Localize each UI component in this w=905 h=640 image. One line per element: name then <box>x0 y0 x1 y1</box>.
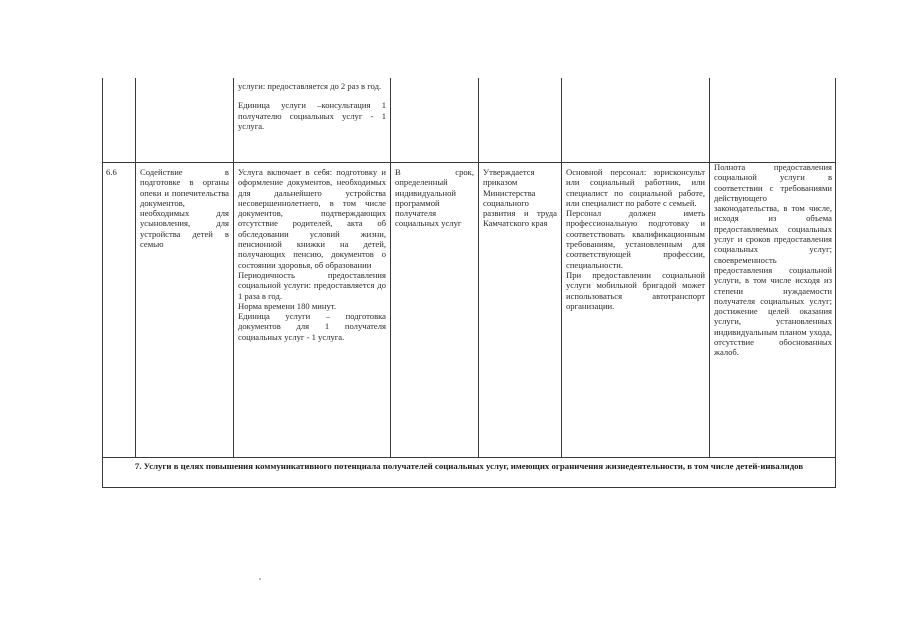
col-divider <box>561 78 562 458</box>
col-divider <box>390 78 391 458</box>
service-name: Содействие в подготовке в органы опеки и попечительства документов, необходимых для усыновления, для устройства детей в семью <box>140 167 229 250</box>
conditions-mobile-team: При предоставлении социальной услуги мобильной бригадой может использоваться автотранспорт организации. <box>566 269 705 311</box>
service-description <box>238 167 386 342</box>
conditions-staff: Основной персонал: юрисконсульт или социальный работник, или специалист по социальной работе, или специалист по работе с семьей. <box>566 167 705 208</box>
description-unit: Единица услуги – подготовка документов для 1 получателя социальных услуг - 1 услуга. <box>238 311 386 342</box>
conditions-qualification: Персонал должен иметь профессиональную подготовку и соответствовать квалификационным требованиям, установленным для соответствующей профессии, специальности. <box>566 208 705 270</box>
service-indicators: Полнота предоставления социальной услуги в соответствии с требованиями действующего законодательства, в том числе, исходя из объема предоставляемых социальных услуг и сроков предоставления социальных услуг; своевременность предоставления социальной услуги, в том числе исходя из степени нуждаемости получателя социальных услуг; достижение целей оказания услуги, установленных индивидуальным планом ухода, отсутствие обоснованных жалоб. <box>714 162 832 358</box>
description-time-norm: Норма времени 180 минут. <box>238 300 337 311</box>
col-divider <box>835 78 836 488</box>
row-number: 6.6 <box>106 167 117 177</box>
col-divider <box>709 78 710 458</box>
top-row-periodicity: услуги: предоставляется до 2 раз в год. <box>238 81 382 91</box>
col-divider <box>478 78 479 458</box>
service-conditions <box>566 167 705 311</box>
col-divider <box>102 78 103 488</box>
table-bottom-border <box>102 487 836 488</box>
service-term: В срок, определенный индивидуальной программой получателя социальных услуг <box>395 167 474 229</box>
section-7-heading: 7. Услуги в целях повышения коммуникативного потенциала получателей социальных услуг, имеющих ограничения жизнедеятельности, в том числе детей-инвалидов <box>134 461 804 471</box>
row-divider <box>102 457 836 458</box>
col-divider <box>135 78 136 458</box>
service-tariff: Утверждается приказом Министерства социального развития и труда Камчатского края <box>483 167 557 229</box>
scan-speck <box>259 578 261 580</box>
description-periodicity: Периодичность предоставления социальной услуги: предоставляется до 1 раза в год. <box>238 269 386 301</box>
description-content: Услуга включает в себя: подготовку и оформление документов, необходимых для дальнейшего устройства несовершеннолетнего, в том числе документов, подтверждающих отсутствие родителей, акта об обследовании условий жизни, пенсионной книжки на детей, получающих пенсию, документов о состоянии здоровья, об образовании <box>238 167 386 270</box>
top-row-unit: Единица услуги –консультация 1 получателю социальных услуг - 1 услуга. <box>238 100 386 131</box>
col-divider <box>233 78 234 458</box>
top-row-description <box>238 81 386 131</box>
